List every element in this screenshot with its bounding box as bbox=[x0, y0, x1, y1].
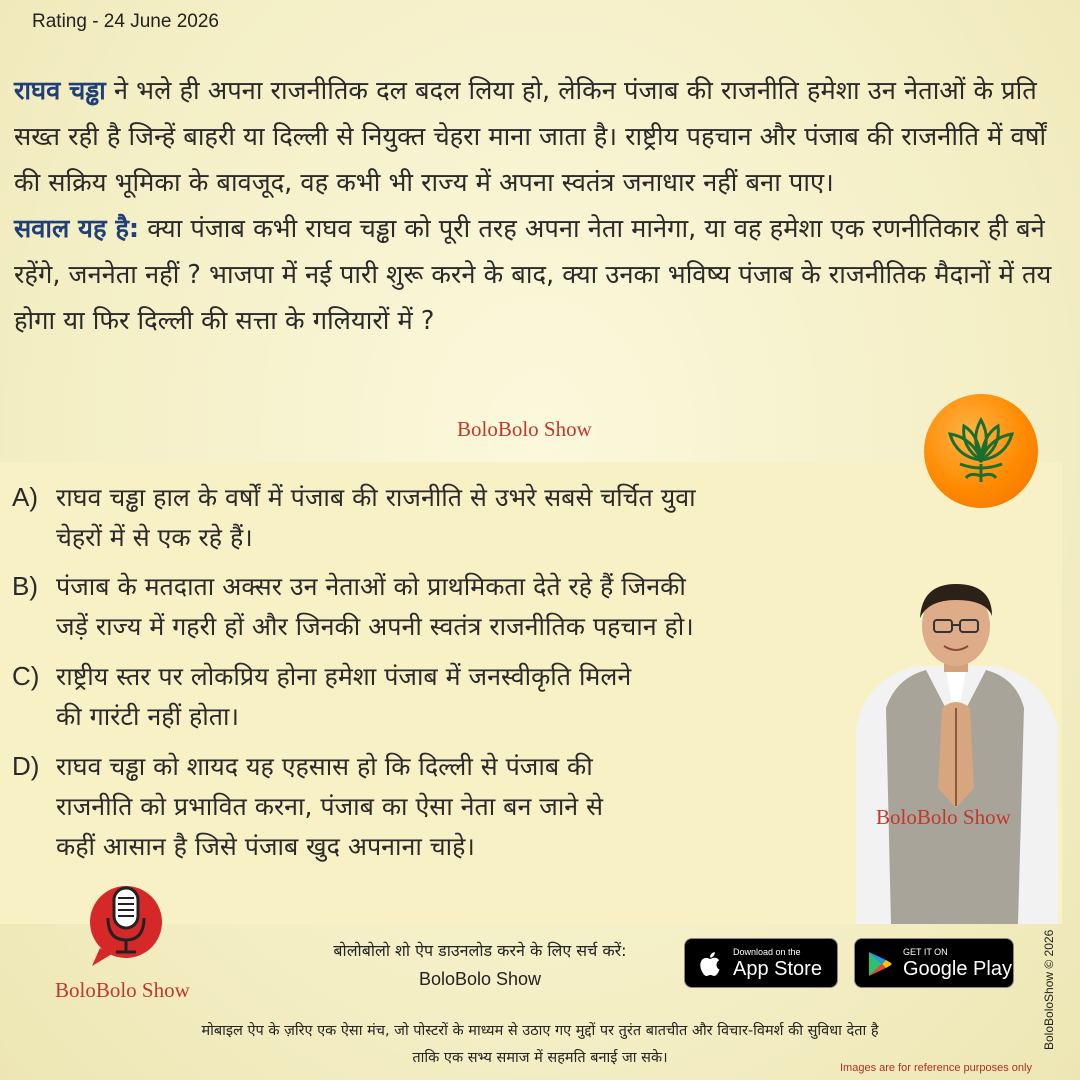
option-line: कहीं आसान है जिसे पंजाब खुद अपनाना चाहे। bbox=[56, 832, 475, 861]
description-line: मोबाइल ऐप के ज़रिए एक ऐसा मंच, जो पोस्टरों के माध्यम से उठाए गए मुद्दों पर तुरंत बातचीत और विचार-विमर्श की सुविधा देता है bbox=[201, 1023, 879, 1039]
app-name: BoloBolo Show bbox=[418, 969, 542, 989]
politician-photo bbox=[846, 578, 1066, 924]
rating-date: Rating - 24 June 2026 bbox=[32, 11, 219, 32]
option-letter: A) bbox=[12, 482, 38, 512]
question-text: क्या पंजाब कभी राघव चड्ढा को पूरी तरह अपना नेता मानेगा, या वह हमेशा एक रणनीतिकार ही बने रहेंगे, जननेता नहीं ? भाजपा में नई पारी शुरू करने के बाद, क्या उनका भविष्य पंजाब के राजनीतिक मैदानों में तय होगा या फिर दिल्ली की सत्ता के गलियारों में ? bbox=[14, 214, 1052, 336]
disclaimer: Images are for reference purposes only bbox=[840, 1062, 1032, 1074]
option-line: जड़ें राज्य में गहरी हों और जिनकी अपनी स्वतंत्र राजनीतिक पहचान हो। bbox=[56, 612, 694, 641]
intro-text bbox=[14, 68, 1059, 344]
option-c[interactable] bbox=[12, 656, 631, 737]
apple-icon bbox=[697, 950, 721, 978]
intro-lead-name: राघव चड्ढा bbox=[14, 76, 106, 106]
option-d[interactable] bbox=[12, 746, 603, 867]
option-a[interactable] bbox=[12, 477, 696, 558]
option-letter: C) bbox=[12, 661, 40, 691]
app-store-button[interactable] bbox=[684, 938, 838, 988]
intro-paragraph: ने भले ही अपना राजनीतिक दल बदल लिया हो, लेकिन पंजाब की राजनीति हमेशा उन नेताओं के प्रति सख्त रही है जिन्हें बाहरी या दिल्ली से नियुक्त चेहरा माना जाता है। राष्ट्रीय पहचान और पंजाब की राजनीति में वर्षों की सक्रिय भूमिका के बावजूद, वह कभी भी राज्य में अपना स्वतंत्र जनाधार नहीं बना पाए। bbox=[14, 76, 1047, 198]
microphone-icon bbox=[86, 880, 166, 970]
watermark-top: BoloBolo Show bbox=[457, 417, 592, 441]
option-line: की गारंटी नहीं होता। bbox=[56, 702, 239, 731]
googleplay-small-text: GET IT ON bbox=[903, 947, 948, 957]
option-line: राजनीति को प्रभावित करना, पंजाब का ऐसा नेता बन जाने से bbox=[56, 792, 604, 821]
option-line: राष्ट्रीय स्तर पर लोकप्रिय होना हमेशा पंजाब में जनस्वीकृति मिलने bbox=[56, 662, 632, 691]
option-letter: B) bbox=[12, 571, 38, 601]
appstore-big-text: App Store bbox=[733, 958, 822, 980]
option-b[interactable] bbox=[12, 566, 694, 647]
googleplay-big-text: Google Play bbox=[903, 958, 1012, 980]
search-prompt: बोलोबोलो शो ऐप डाउनलोड करने के लिए सर्च करें: bbox=[333, 941, 627, 960]
question-lead: सवाल यह है: bbox=[14, 214, 140, 244]
google-play-button[interactable] bbox=[854, 938, 1014, 988]
option-line: राघव चड्ढा हाल के वर्षों में पंजाब की राजनीति से उभरे सबसे चर्चित युवा bbox=[56, 483, 696, 512]
copyright: BoloBoloShow © 2026 bbox=[1042, 929, 1056, 1050]
bjp-lotus-icon bbox=[924, 394, 1038, 508]
bolobolo-logo-label: BoloBolo Show bbox=[55, 978, 190, 1002]
option-letter: D) bbox=[12, 751, 40, 781]
watermark-photo: BoloBolo Show bbox=[876, 805, 1011, 829]
option-line: पंजाब के मतदाता अक्सर उन नेताओं को प्राथमिकता देते रहे हैं जिनकी bbox=[56, 572, 686, 601]
option-line: राघव चड्ढा को शायद यह एहसास हो कि दिल्ली से पंजाब की bbox=[56, 752, 593, 781]
appstore-small-text: Download on the bbox=[733, 947, 801, 957]
google-play-icon bbox=[867, 950, 893, 978]
option-line: चेहरों में से एक रहे हैं। bbox=[56, 523, 253, 552]
app-search-text bbox=[290, 937, 670, 993]
description-line: ताकि एक सभ्य समाज में सहमति बनाई जा सके। bbox=[412, 1050, 668, 1066]
